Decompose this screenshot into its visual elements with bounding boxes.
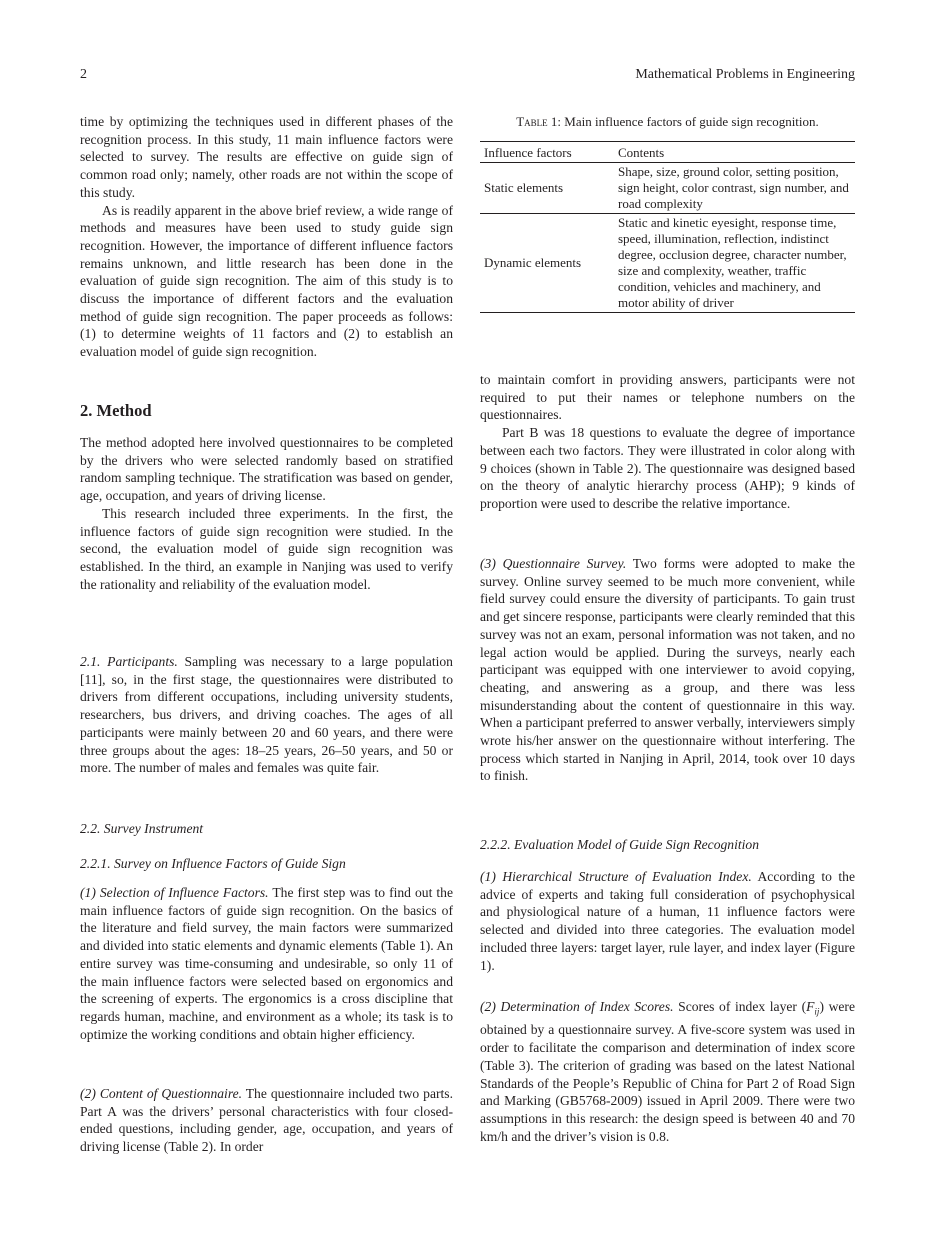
table-cell-factor: Dynamic elements	[480, 213, 614, 312]
table-1	[480, 113, 855, 313]
column-header: Influence factors	[480, 141, 614, 162]
table-caption	[480, 113, 855, 131]
subsubsection-heading: 2.2.2. Evaluation Model of Guide Sign Recognition	[480, 837, 760, 852]
paragraph: Part B was 18 questions to evaluate the degree of importance between each two factors. They were illustrated in color along with 9 choices (shown in Table 2). The questionnaire was designed based on the theory of analytic hierarchy process (AHP); 9 kinds of proportion were used to describe the relative importance.	[480, 425, 855, 511]
paragraph-lead: (1) Hierarchical Structure of Evaluation Index.	[480, 869, 752, 884]
paragraph: to maintain comfort in providing answers, participants were not required to put their names or telephone numbers on the questionnaires.	[480, 372, 855, 423]
selection-paragraph	[80, 884, 453, 1043]
paragraph-text: ) were obtained by a questionnaire survey. A five-score system was used in order to facilitate the comparison and determination of index score (Table 3). The criterion of grading was based on the latest National Standards of the People’s Republic of China for Part 2 of Road Sign and Marking (GB5768-2009) issued in April 2009. There were two assumptions in this research: the design speed is between 40 and 70 km/h and the driver’s vision is 0.8.	[480, 999, 855, 1144]
content-paragraph	[80, 1085, 453, 1156]
paragraph-text: The first step was to find out the main influence factors of guide sign recognition. On the basics of the literature and field survey, the main factors were summarized and divided into static elements and dynamic elements (Table 1). An entire survey was time-consuming and undesirable, so only 11 of the main influence factors were selected based on ergonomics and the screening of experts. The ergonomics is a cross discipline that regards human, machine, and environment as a whole; its task is to optimize the working conditions and obtain higher efficiency.	[80, 885, 453, 1042]
caption-text: Main influence factors of guide sign recognition.	[561, 114, 819, 129]
method-body	[80, 434, 453, 593]
math-variable: F	[806, 999, 815, 1014]
paragraph-lead: (2) Determination of Index Scores.	[480, 999, 674, 1014]
table-header-row	[480, 141, 855, 162]
journal-title: Mathematical Problems in Engineering	[635, 67, 855, 82]
table-row	[480, 213, 855, 312]
paragraph: This research included three experiments. In the first, the influence factors of guide sign recognition were studied. In the second, the evaluation model of guide sign recognition was established. In the third, an example in Nanjing was used to verify the rationality and reliability of the evaluation model.	[80, 505, 453, 592]
column-header: Contents	[614, 141, 855, 162]
table-cell-contents: Static and kinetic eyesight, response time, speed, illumination, reflection, indistinct degree, occlusion degree, character number, size and complexity, weather, traffic condition, vehicles and machinery, and motor ability of driver	[614, 213, 855, 312]
table-cell-contents: Shape, size, ground color, setting position, sign height, color contrast, sign number, and road complexity	[614, 162, 855, 213]
paragraph: time by optimizing the techniques used in different phases of the recognition process. In this study, 11 main influence factors were selected to survey. The results are effective on guide sign of common road only; namely, other roads are not within the scope of this study.	[80, 114, 453, 200]
paragraph-text: Two forms were adopted to make the survey. Online survey seemed to be much more convenient, while field survey could ensure the diversity of participants. To gain trust and get sincere response, participants were clearly reminded that this survey was not an exam, personal information was not taken, and no legal action would be applied. During the surveys, nearly each participant was equipped with one interviewer to avoid copying, cheating, and answering as a group, and there was less misunderstanding about the content of questionnaire in this way. When a participant preferred to answer verbally, interviewers simply wrote his/her answer on the questionnaire without interfering. The process which started in Nanjing in April, 2014, took over 10 days to finish.	[480, 556, 855, 784]
left-column-intro	[80, 113, 453, 361]
questionnaire-continued	[480, 371, 855, 513]
subsection-heading: 2.1. Participants.	[80, 654, 178, 669]
table-row	[480, 162, 855, 213]
participants-paragraph	[80, 653, 453, 777]
survey-paragraph	[480, 555, 855, 785]
paragraph: As is readily apparent in the above brief review, a wide range of methods and measures have been used to study guide sign recognition. However, the importance of different influence factors remains unknown, and little research has been done in the evaluation of guide sign recognition. The aim of this study is to discuss the importance of different factors and the evaluation method of guide sign recognition. The paper proceeds as follows: (1) to determine weights of 11 factors and (2) to establish an evaluation model of guide sign recognition.	[80, 202, 453, 360]
subsection-heading-survey: 2.2. Survey Instrument	[80, 821, 204, 836]
paragraph-lead: (3) Questionnaire Survey.	[480, 556, 627, 571]
factors-table	[480, 141, 855, 313]
section-heading-method: 2. Method	[80, 401, 152, 420]
paragraph-lead: (2) Content of Questionnaire.	[80, 1086, 243, 1101]
table-cell-factor: Static elements	[480, 162, 614, 213]
hierarchy-paragraph	[480, 868, 855, 974]
paragraph-text: According to the advice of experts and taking full consideration of psychophysical and physiological nature of a human, 11 influence factors were selected and divided into three categories. The evaluation model included three layers: target layer, rule layer, and index layer (Figure 1).	[480, 869, 855, 973]
paragraph-lead: (1) Selection of Influence Factors.	[80, 885, 269, 900]
paragraph-text: Scores of index layer (	[673, 999, 807, 1014]
math-subscript: ij	[814, 1006, 820, 1017]
method-section	[80, 402, 453, 420]
page-number: 2	[80, 67, 87, 82]
paragraph: The method adopted here involved questionnaires to be completed by the drivers who were selected randomly based on stratified random sampling technique. The stratification was based on gender, age, occupation, and years of driving license.	[80, 435, 453, 504]
paragraph-text: The questionnaire included two parts. Part A was the drivers’ personal characteristics with four closed-ended questions, including gender, age, occupation, and years of driving license (Table 2). In order	[80, 1086, 453, 1155]
caption-label: Table 1:	[516, 114, 562, 129]
paragraph-text: Sampling was necessary to a large population [11], so, in the first stage, the questionnaires were distributed to drivers from different occupations, including university students, researchers, bus drivers, and driving coaches. The ages of all participants were mainly between 20 and 60 years, and there were three groups about the ages: 18–25 years, 26–50 years, and 50 or more. The number of males and females was quite fair.	[80, 654, 453, 776]
index-scores-paragraph	[480, 998, 855, 1145]
subsubsection-heading: 2.2.1. Survey on Influence Factors of Guide Sign	[80, 856, 346, 871]
